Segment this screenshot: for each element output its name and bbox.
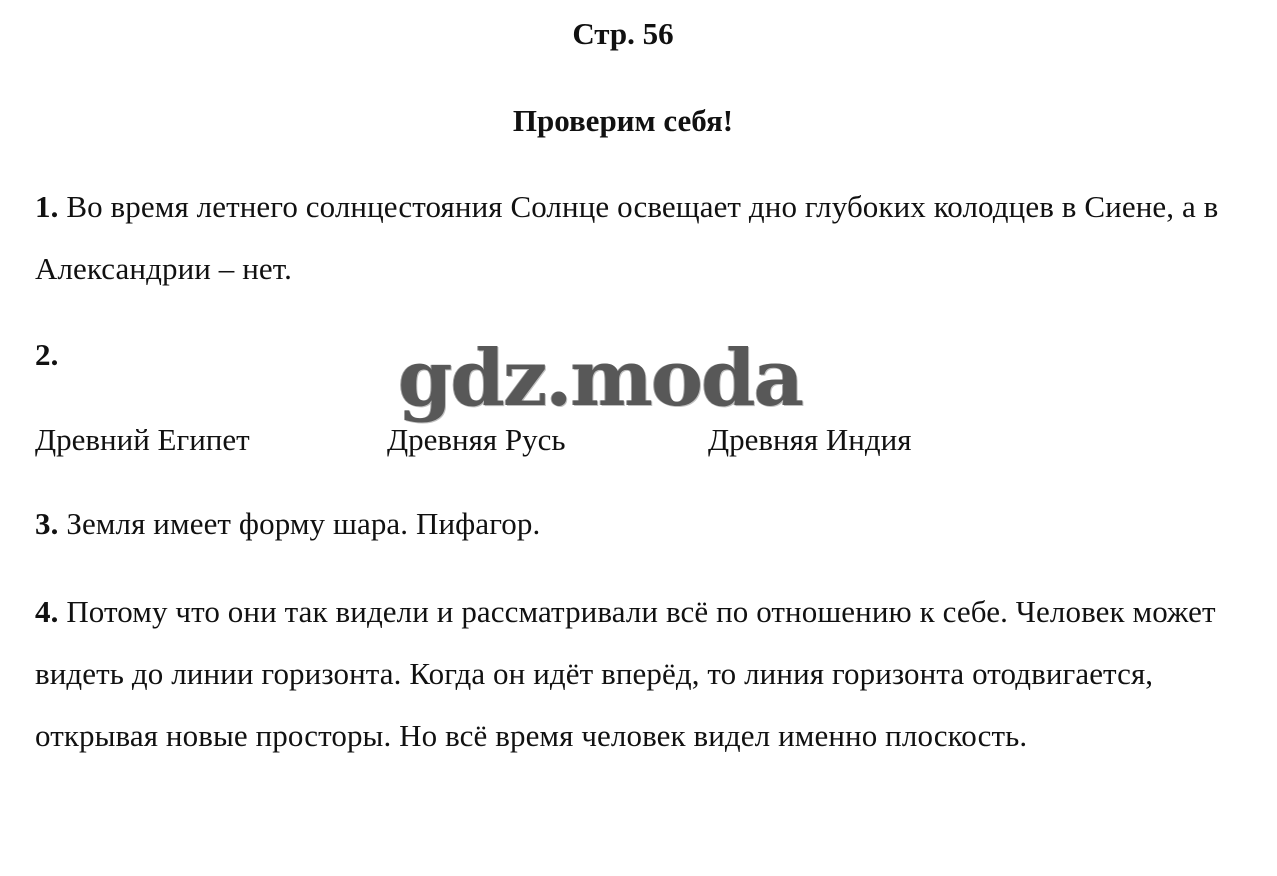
answer-1 — [35, 176, 1235, 300]
answer-text: Во время летнего солнцестояния Солнце освещает дно глубоких колодцев в Сиене, а в Александрии – нет. — [35, 189, 1219, 286]
answer-number: 4. — [35, 594, 59, 629]
answer-number: 2. — [35, 337, 59, 372]
civilization-label: Древний Египет — [35, 422, 250, 457]
answer-3 — [35, 493, 1235, 555]
page-number: Стр. 56 — [572, 16, 674, 51]
answer-4 — [35, 581, 1235, 767]
civilization-label: Древняя Русь — [387, 422, 566, 457]
section-title: Проверим себя! — [512, 103, 734, 138]
watermark-logo: gdz.moda — [398, 333, 803, 424]
civilization-label: Древняя Индия — [708, 422, 912, 457]
answer-number: 1. — [35, 189, 59, 224]
answer-text: Земля имеет форму шара. Пифагор. — [66, 506, 541, 541]
answer-number: 3. — [35, 506, 59, 541]
answer-text: Потому что они так видели и рассматривали всё по отношению к себе. Человек может видеть до линии горизонта. Когда он идёт вперёд, то линия горизонта отодвигается, открывая новые просторы. Но всё время человек видел именно плоскость. — [35, 594, 1216, 753]
